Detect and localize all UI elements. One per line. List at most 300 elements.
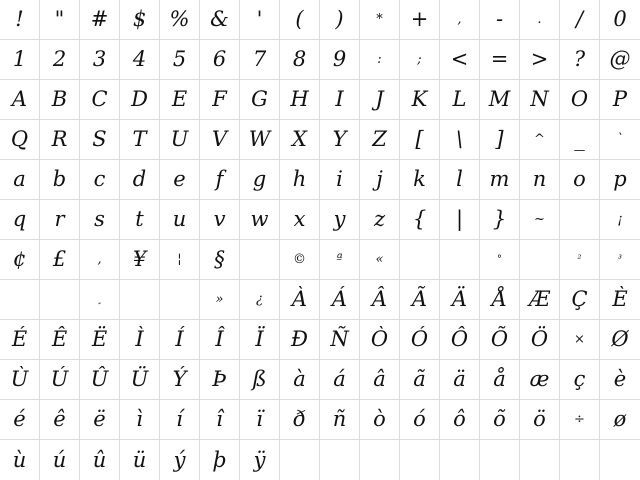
glyph-cell[interactable]: [600, 280, 640, 320]
glyph-cell[interactable]: [560, 280, 600, 320]
glyph-cell[interactable]: [360, 0, 400, 40]
glyph-character: ï: [256, 407, 263, 431]
glyph-cell[interactable]: [600, 200, 640, 240]
glyph-character: t: [135, 207, 144, 231]
glyph-character: x: [293, 207, 306, 231]
glyph-cell[interactable]: [400, 440, 440, 480]
glyph-cell[interactable]: [400, 360, 440, 400]
glyph-cell[interactable]: [120, 160, 160, 200]
glyph-cell[interactable]: [40, 320, 80, 360]
glyph-cell[interactable]: [320, 360, 360, 400]
glyph-cell[interactable]: [200, 280, 240, 320]
glyph-character: H: [290, 87, 309, 111]
glyph-character: Ó: [410, 327, 429, 351]
glyph-character: í: [176, 407, 183, 431]
glyph-character: à: [293, 367, 306, 391]
glyph-cell[interactable]: [360, 280, 400, 320]
glyph-cell[interactable]: [40, 280, 80, 320]
glyph-cell[interactable]: [0, 200, 40, 240]
glyph-cell[interactable]: [400, 160, 440, 200]
glyph-character: +: [410, 7, 429, 31]
glyph-character: Ð: [291, 327, 308, 351]
glyph-cell[interactable]: [320, 320, 360, 360]
glyph-cell[interactable]: [240, 120, 280, 160]
glyph-character: =: [490, 47, 509, 71]
glyph-cell[interactable]: [160, 440, 200, 480]
glyph-cell[interactable]: [360, 440, 400, 480]
glyph-character: (: [295, 7, 304, 31]
glyph-character: ç: [573, 367, 586, 391]
glyph-character: ?: [573, 47, 586, 71]
glyph-cell[interactable]: [200, 160, 240, 200]
glyph-cell[interactable]: [40, 80, 80, 120]
glyph-cell[interactable]: [480, 440, 520, 480]
glyph-cell[interactable]: [360, 400, 400, 440]
glyph-cell[interactable]: [240, 280, 280, 320]
glyph-character: R: [51, 127, 68, 151]
glyph-character: F: [212, 87, 227, 111]
glyph-cell[interactable]: [560, 240, 600, 280]
glyph-cell[interactable]: [440, 0, 480, 40]
glyph-character: 7: [252, 47, 267, 71]
glyph-character: K: [411, 87, 428, 111]
glyph-character: ä: [453, 367, 466, 391]
glyph-cell[interactable]: [80, 0, 120, 40]
glyph-character: z: [373, 207, 386, 231]
glyph-cell[interactable]: [440, 80, 480, 120]
glyph-character: ÷: [574, 412, 585, 427]
glyph-character: Ý: [172, 367, 187, 391]
glyph-cell[interactable]: [320, 400, 360, 440]
glyph-character: õ: [493, 407, 506, 431]
glyph-cell[interactable]: [160, 360, 200, 400]
glyph-cell[interactable]: [120, 400, 160, 440]
glyph-cell[interactable]: [0, 440, 40, 480]
glyph-cell[interactable]: [120, 40, 160, 80]
glyph-cell[interactable]: [560, 120, 600, 160]
glyph-character: >: [530, 47, 549, 71]
glyph-character: *: [376, 12, 383, 27]
glyph-cell[interactable]: [560, 40, 600, 80]
glyph-cell[interactable]: [280, 440, 320, 480]
glyph-character: Ê: [51, 327, 68, 351]
glyph-cell[interactable]: [360, 360, 400, 400]
glyph-cell[interactable]: [440, 360, 480, 400]
glyph-character: S: [92, 127, 107, 151]
glyph-character: ú: [52, 447, 67, 472]
glyph-cell[interactable]: [440, 320, 480, 360]
glyph-character: B: [51, 87, 68, 111]
glyph-character: [: [415, 127, 424, 151]
glyph-cell[interactable]: [440, 280, 480, 320]
glyph-cell[interactable]: [600, 240, 640, 280]
glyph-cell[interactable]: [280, 280, 320, 320]
glyph-character: `: [616, 132, 624, 147]
glyph-character: c: [93, 167, 106, 191]
glyph-character: G: [251, 87, 268, 111]
glyph-cell[interactable]: [320, 200, 360, 240]
glyph-character: -: [495, 7, 504, 31]
glyph-cell[interactable]: [280, 40, 320, 80]
glyph-character: ': [256, 7, 263, 31]
glyph-character: È: [612, 287, 628, 311]
glyph-cell[interactable]: [280, 160, 320, 200]
glyph-character: á: [333, 367, 346, 391]
glyph-character: n: [532, 167, 547, 191]
glyph-cell[interactable]: [240, 400, 280, 440]
glyph-character: .: [537, 12, 542, 27]
glyph-cell[interactable]: [440, 160, 480, 200]
glyph-cell[interactable]: [360, 320, 400, 360]
glyph-cell[interactable]: [520, 80, 560, 120]
glyph-cell[interactable]: [400, 0, 440, 40]
glyph-cell[interactable]: [0, 320, 40, 360]
glyph-cell[interactable]: [280, 80, 320, 120]
glyph-cell[interactable]: [520, 120, 560, 160]
glyph-character: î: [216, 407, 223, 431]
glyph-character: Ú: [50, 367, 69, 391]
glyph-cell[interactable]: [40, 400, 80, 440]
glyph-cell[interactable]: [80, 40, 120, 80]
glyph-cell[interactable]: [520, 160, 560, 200]
glyph-character: A: [11, 87, 28, 111]
glyph-character: Õ: [490, 327, 509, 351]
glyph-cell[interactable]: [280, 120, 320, 160]
glyph-cell[interactable]: [0, 0, 40, 40]
glyph-cell[interactable]: [40, 40, 80, 80]
glyph-cell[interactable]: [320, 240, 360, 280]
glyph-cell[interactable]: [120, 440, 160, 480]
glyph-cell[interactable]: [520, 360, 560, 400]
glyph-cell[interactable]: [600, 40, 640, 80]
glyph-cell[interactable]: [600, 0, 640, 40]
glyph-cell[interactable]: [200, 400, 240, 440]
glyph-cell[interactable]: [360, 40, 400, 80]
glyph-character: J: [375, 87, 384, 111]
glyph-cell[interactable]: [400, 400, 440, 440]
glyph-character: å: [493, 367, 506, 391]
glyph-cell[interactable]: [360, 240, 400, 280]
glyph-character: ê: [53, 407, 66, 431]
glyph-cell[interactable]: [560, 320, 600, 360]
glyph-character: Ü: [130, 367, 149, 391]
glyph-cell[interactable]: [200, 40, 240, 80]
glyph-character: {: [412, 207, 427, 231]
glyph-character: |: [455, 207, 464, 231]
glyph-cell[interactable]: [480, 320, 520, 360]
glyph-cell[interactable]: [80, 80, 120, 120]
glyph-cell[interactable]: [440, 120, 480, 160]
glyph-cell[interactable]: [80, 280, 120, 320]
glyph-cell[interactable]: [240, 440, 280, 480]
glyph-cell[interactable]: [560, 440, 600, 480]
glyph-cell[interactable]: [240, 40, 280, 80]
glyph-character: }: [492, 207, 507, 231]
glyph-cell[interactable]: [400, 40, 440, 80]
glyph-character: Z: [372, 127, 387, 151]
glyph-cell[interactable]: [160, 160, 200, 200]
glyph-cell[interactable]: [520, 200, 560, 240]
glyph-cell[interactable]: [520, 400, 560, 440]
glyph-character: 1: [12, 47, 27, 71]
glyph-cell[interactable]: [240, 160, 280, 200]
glyph-cell[interactable]: [440, 40, 480, 80]
glyph-cell[interactable]: [240, 200, 280, 240]
glyph-cell[interactable]: [280, 320, 320, 360]
glyph-cell[interactable]: [480, 160, 520, 200]
glyph-character: o: [573, 167, 586, 191]
glyph-cell[interactable]: [200, 80, 240, 120]
glyph-character: Ö: [530, 327, 549, 351]
glyph-character: À: [291, 287, 308, 311]
glyph-cell[interactable]: [600, 400, 640, 440]
glyph-cell[interactable]: [120, 280, 160, 320]
glyph-character: ): [335, 7, 344, 31]
glyph-character: u: [172, 207, 187, 231]
glyph-character: Â: [371, 287, 388, 311]
glyph-character: ³: [617, 253, 622, 265]
glyph-character: Y: [332, 127, 347, 151]
glyph-cell[interactable]: [280, 0, 320, 40]
glyph-cell[interactable]: [520, 240, 560, 280]
glyph-cell[interactable]: [400, 280, 440, 320]
glyph-cell[interactable]: [400, 320, 440, 360]
glyph-cell[interactable]: [480, 120, 520, 160]
glyph-character: É: [11, 327, 28, 351]
glyph-character: ð: [293, 407, 306, 431]
glyph-cell[interactable]: [520, 40, 560, 80]
glyph-cell[interactable]: [320, 160, 360, 200]
glyph-character: Ò: [370, 327, 389, 351]
glyph-cell[interactable]: [280, 200, 320, 240]
glyph-cell[interactable]: [560, 160, 600, 200]
glyph-cell[interactable]: [600, 440, 640, 480]
glyph-character: ü: [132, 447, 147, 472]
glyph-cell[interactable]: [120, 360, 160, 400]
glyph-cell[interactable]: [360, 160, 400, 200]
glyph-cell[interactable]: [480, 0, 520, 40]
glyph-character: è: [613, 367, 627, 391]
glyph-character: þ: [212, 447, 227, 472]
glyph-cell[interactable]: [80, 120, 120, 160]
glyph-cell[interactable]: [0, 80, 40, 120]
glyph-character: D: [131, 87, 148, 111]
glyph-cell[interactable]: [120, 120, 160, 160]
glyph-character: ò: [373, 407, 386, 431]
glyph-cell[interactable]: [400, 80, 440, 120]
glyph-cell[interactable]: [80, 160, 120, 200]
glyph-cell[interactable]: [200, 0, 240, 40]
glyph-character: W: [248, 127, 271, 151]
glyph-cell[interactable]: [200, 200, 240, 240]
glyph-cell[interactable]: [480, 360, 520, 400]
glyph-cell[interactable]: [560, 200, 600, 240]
glyph-cell[interactable]: [480, 200, 520, 240]
glyph-cell[interactable]: [0, 280, 40, 320]
glyph-cell[interactable]: [0, 400, 40, 440]
glyph-cell[interactable]: [600, 160, 640, 200]
glyph-cell[interactable]: [560, 400, 600, 440]
glyph-cell[interactable]: [80, 440, 120, 480]
glyph-cell[interactable]: [440, 200, 480, 240]
glyph-character: s: [94, 207, 105, 231]
glyph-character: ²: [577, 253, 582, 265]
glyph-cell[interactable]: [600, 320, 640, 360]
glyph-character: 5: [172, 47, 187, 71]
glyph-cell[interactable]: [160, 80, 200, 120]
glyph-cell[interactable]: [40, 0, 80, 40]
glyph-cell[interactable]: [40, 440, 80, 480]
glyph-cell[interactable]: [560, 0, 600, 40]
glyph-character: 4: [132, 47, 147, 71]
glyph-cell[interactable]: [200, 240, 240, 280]
glyph-cell[interactable]: [440, 400, 480, 440]
glyph-cell[interactable]: [160, 280, 200, 320]
glyph-cell[interactable]: [480, 80, 520, 120]
glyph-character: ª: [336, 252, 343, 267]
glyph-character: ß: [252, 367, 267, 391]
glyph-cell[interactable]: [600, 360, 640, 400]
glyph-cell[interactable]: [0, 160, 40, 200]
glyph-cell[interactable]: [320, 440, 360, 480]
glyph-cell[interactable]: [80, 240, 120, 280]
glyph-cell[interactable]: [200, 120, 240, 160]
glyph-character: a: [13, 167, 26, 191]
glyph-character: ¢: [12, 247, 27, 271]
glyph-character: f: [215, 167, 224, 191]
glyph-cell[interactable]: [160, 120, 200, 160]
glyph-cell[interactable]: [40, 200, 80, 240]
glyph-cell[interactable]: [520, 320, 560, 360]
glyph-cell[interactable]: [360, 80, 400, 120]
glyph-character: _: [574, 127, 585, 151]
glyph-cell[interactable]: [40, 160, 80, 200]
glyph-character: ¸: [97, 293, 102, 305]
glyph-cell[interactable]: [560, 360, 600, 400]
glyph-cell[interactable]: [160, 240, 200, 280]
glyph-cell[interactable]: [40, 240, 80, 280]
glyph-cell[interactable]: [280, 400, 320, 440]
glyph-cell[interactable]: [0, 40, 40, 80]
glyph-character: ã: [413, 367, 426, 391]
glyph-character: û: [92, 447, 107, 472]
glyph-cell[interactable]: [360, 120, 400, 160]
glyph-cell[interactable]: [400, 120, 440, 160]
glyph-cell[interactable]: [200, 320, 240, 360]
glyph-cell[interactable]: [40, 360, 80, 400]
glyph-cell[interactable]: [120, 320, 160, 360]
glyph-character: ø: [613, 407, 627, 431]
glyph-cell[interactable]: [320, 40, 360, 80]
glyph-cell[interactable]: [560, 80, 600, 120]
glyph-cell[interactable]: [200, 360, 240, 400]
glyph-character: ]: [495, 127, 504, 151]
glyph-cell[interactable]: [320, 80, 360, 120]
glyph-character: ¦: [177, 252, 182, 267]
glyph-character: h: [292, 167, 307, 191]
glyph-character: Ì: [135, 327, 144, 351]
glyph-cell[interactable]: [600, 120, 640, 160]
glyph-character: ¥: [132, 247, 147, 271]
glyph-cell[interactable]: [80, 320, 120, 360]
glyph-cell[interactable]: [160, 200, 200, 240]
glyph-cell[interactable]: [440, 440, 480, 480]
glyph-cell[interactable]: [240, 240, 280, 280]
glyph-character: @: [609, 47, 631, 71]
glyph-cell[interactable]: [440, 240, 480, 280]
glyph-cell[interactable]: [0, 120, 40, 160]
glyph-cell[interactable]: [120, 80, 160, 120]
glyph-cell[interactable]: [0, 240, 40, 280]
glyph-character: °: [497, 253, 502, 265]
glyph-cell[interactable]: [80, 200, 120, 240]
glyph-cell[interactable]: [120, 240, 160, 280]
glyph-cell[interactable]: [80, 400, 120, 440]
glyph-cell[interactable]: [40, 120, 80, 160]
glyph-cell[interactable]: [240, 0, 280, 40]
glyph-cell[interactable]: [400, 240, 440, 280]
glyph-cell[interactable]: [520, 280, 560, 320]
glyph-character: k: [413, 167, 426, 191]
glyph-cell[interactable]: [320, 280, 360, 320]
glyph-character: /: [575, 7, 584, 31]
glyph-cell[interactable]: [160, 0, 200, 40]
glyph-cell[interactable]: [320, 120, 360, 160]
glyph-cell[interactable]: [240, 80, 280, 120]
glyph-character: N: [530, 87, 549, 111]
glyph-character: C: [91, 87, 108, 111]
glyph-cell[interactable]: [480, 40, 520, 80]
glyph-cell[interactable]: [280, 240, 320, 280]
glyph-cell[interactable]: [320, 0, 360, 40]
glyph-cell[interactable]: [600, 80, 640, 120]
glyph-character: â: [373, 367, 386, 391]
glyph-character: «: [375, 252, 384, 267]
glyph-character: %: [169, 7, 190, 31]
glyph-cell[interactable]: [160, 40, 200, 80]
glyph-cell[interactable]: [240, 320, 280, 360]
glyph-cell[interactable]: [520, 440, 560, 480]
glyph-cell[interactable]: [200, 440, 240, 480]
glyph-character: U: [170, 127, 189, 151]
glyph-cell[interactable]: [120, 0, 160, 40]
glyph-cell[interactable]: [80, 360, 120, 400]
glyph-character: :: [377, 52, 382, 67]
glyph-cell[interactable]: [400, 200, 440, 240]
glyph-character: &: [210, 7, 229, 31]
glyph-cell[interactable]: [160, 320, 200, 360]
glyph-cell[interactable]: [360, 200, 400, 240]
glyph-character: r: [54, 207, 65, 231]
glyph-character: Á: [331, 287, 348, 311]
glyph-cell[interactable]: [240, 360, 280, 400]
glyph-character: l: [456, 167, 463, 191]
glyph-character: O: [570, 87, 589, 111]
glyph-cell[interactable]: [480, 280, 520, 320]
glyph-character: æ: [529, 367, 550, 391]
glyph-cell[interactable]: [120, 200, 160, 240]
glyph-character: ©: [293, 252, 306, 267]
glyph-cell[interactable]: [480, 400, 520, 440]
glyph-cell[interactable]: [480, 240, 520, 280]
glyph-cell[interactable]: [280, 360, 320, 400]
glyph-character: ý: [173, 447, 186, 472]
glyph-cell[interactable]: [160, 400, 200, 440]
glyph-cell[interactable]: [520, 0, 560, 40]
glyph-character: ù: [12, 447, 27, 472]
glyph-cell[interactable]: [0, 360, 40, 400]
glyph-character: i: [336, 167, 343, 191]
